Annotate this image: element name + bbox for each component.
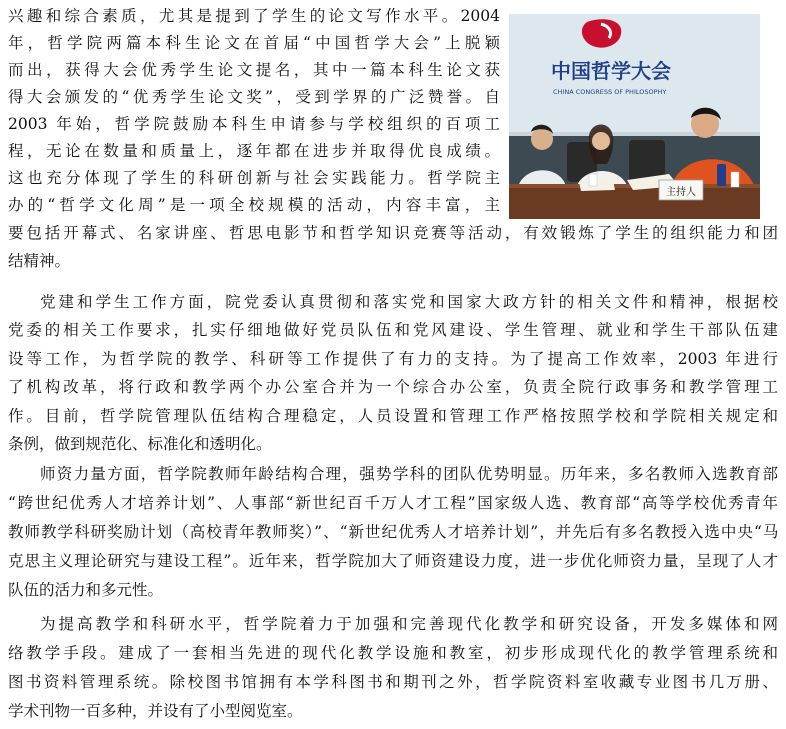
text-line: 年，哲学院两篇本科生论文在首届“中国哲学大会”上脱颖 [8,34,500,52]
conference-photo-illustration [509,14,760,219]
text-line: 得大会颁发的“优秀学生论文奖”，受到学界的广泛赞誉。自 [8,88,500,106]
text-line: 师资力量方面，哲学院教师年龄结构合理，强势学科的团队优势明显。历年来，多名教师入选教育部 [40,465,778,483]
banner-sub-text: CHINA CONGRESS OF PHILOSOPHY [553,88,667,96]
water-bottle-icon [717,164,726,186]
text-line: 队伍的活力和多元性。 [8,581,164,599]
text-line: 党委的相关工作要求，扎实仔细地做好党员队伍和党风建设、学生管理、就业和学生干部队伍建 [8,321,778,339]
text-line: 条例，做到规范化、标准化和透明化。 [8,435,272,453]
text-line: 结精神。 [8,252,71,270]
text-line: 办的“哲学文化周”是一项全校规模的活动，内容丰富，主 [8,196,500,214]
text-line: 络教学手段。建成了一套相当先进的现代化教学设施和教室，初步形成现代化的教学管理系统和 [8,644,778,662]
text-line: 为提高教学和科研水平，哲学院着力于加强和完善现代化教学和研究设备，开发多媒体和网 [40,615,778,633]
person-left [531,128,553,150]
text-line: 兴趣和综合素质，尤其是提到了学生的论文写作水平。2004 [8,7,500,25]
text-line: 而出，获得大会优秀学生论文提名，其中一篇本科生论文获 [8,61,500,79]
text-line: 设等工作，为哲学院的教学、科研等工作提供了有力的支持。为了提高工作效率，2003 年进行 [8,350,778,368]
text-line: 2003 年始，哲学院鼓励本科生申请参与学校组织的百项工 [8,115,500,133]
text-line: 图书资料管理系统。除校图书馆拥有本学科图书和期刊之外，哲学院资料室收藏专业图书几万册、 [8,673,778,691]
text-line: 程，无论在数量和质量上，逐年都在进步并取得优良成绩。 [8,142,500,160]
text-line: 要包括开幕式、名家讲座、哲思电影节和哲学知识竞赛等活动，有效锻炼了学生的组织能力和团 [8,224,778,242]
text-line: 这也充分体现了学生的科研创新与社会实践能力。哲学院主 [8,169,500,187]
conference-photo [509,14,760,219]
text-line: 党建和学生工作方面，院党委认真贯彻和落实党和国家大政方针的相关文件和精神，根据校 [40,293,778,311]
text-line: 了机构改革，将行政和教学两个办公室合并为一个综合办公室，负责全院行政事务和教学管理工 [8,378,778,396]
conference-table [509,186,760,219]
banner-logo-text: 中国哲学大会 [551,59,671,83]
text-line: 作。目前，哲学院管理队伍结构合理稳定，人员设置和管理工作严格按照学校和学院相关规定和 [8,407,778,425]
text-line: 克思主义理论研究与建设工程”。近年来，哲学院加大了师资建设力度，进一步优化师资力量，呈现了人才 [8,552,778,570]
nameplate-text: 主持人 [666,187,696,198]
text-line: 教师教学科研奖励计划（高校青年教师奖）”、“新世纪优秀人才培养计划”，并先后有多名教授入选中央“马 [8,523,778,541]
text-line: 学术刊物一百多种，并设有了小型阅览室。 [8,702,303,720]
text-line: “跨世纪优秀人才培养计划”、人事部“新世纪百千万人才工程”国家级人选、教育部“高等学校优秀青年 [8,494,778,512]
